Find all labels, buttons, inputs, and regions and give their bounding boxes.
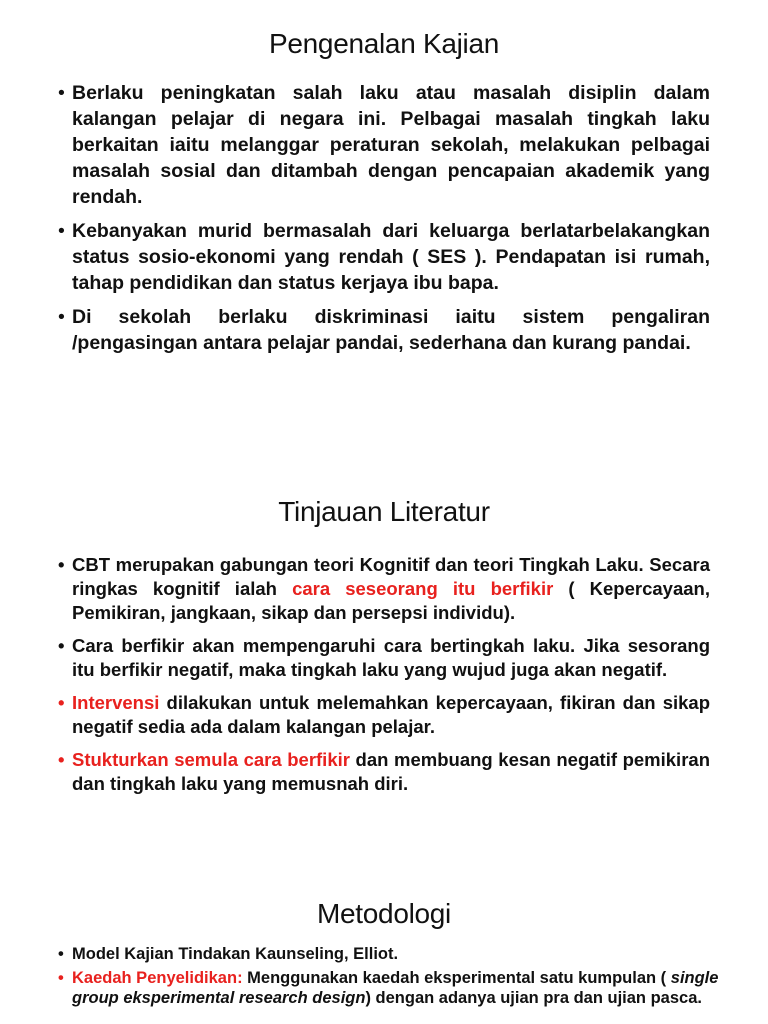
bullet-list xyxy=(0,80,768,356)
bullet-icon: • xyxy=(58,306,65,328)
list-item xyxy=(58,968,728,1008)
highlight-text: cara seseorang itu berfikir xyxy=(292,578,554,599)
highlight-text: Intervensi xyxy=(72,692,160,713)
slide-metodologi xyxy=(0,898,768,1012)
bullet-text: CBT merupakan gabungan teori Kognitif dan teori Tingkah Laku. Secara ringkas kognitif ialah xyxy=(72,554,710,599)
bullet-text: Cara berfikir akan mempengaruhi cara bertingkah laku. Jika sesorang itu berfikir negatif, maka tingkah laku yang wujud juga akan negatif. xyxy=(72,635,710,680)
highlight-text: Kaedah Penyelidikan: xyxy=(72,969,243,987)
slide-tinjauan-literatur xyxy=(0,496,768,805)
bullet-icon: • xyxy=(58,82,65,104)
bullet-text: ( Kepercayaan, Pemikiran, jangkaan, sikap dan persepsi individu). xyxy=(72,578,710,623)
bullet-text: Kebanyakan murid bermasalah dari keluarga berlatarbelakangkan status sosio-ekonomi yang rendah ( SES ). Pendapatan isi rumah, tahap pendidikan dan status kerjaya ibu bapa. xyxy=(72,220,710,294)
bullet-text: dilakukan untuk melemahkan kepercayaan, fikiran dan sikap negatif sedia ada dalam kalangan pelajar. xyxy=(72,692,710,737)
slide-pengenalan-kajian xyxy=(0,28,768,364)
list-item xyxy=(58,634,710,682)
bullet-icon: • xyxy=(58,969,64,987)
bullet-list xyxy=(0,944,768,1008)
highlight-text: Stukturkan semula cara berfikir xyxy=(72,749,350,770)
bullet-icon: • xyxy=(58,220,65,242)
list-item xyxy=(58,748,710,796)
bullet-icon: • xyxy=(58,945,64,963)
slide-title: Metodologi xyxy=(317,898,451,929)
bullet-text: dan membuang kesan negatif pemikiran dan tingkah laku yang memusnah diri. xyxy=(72,749,710,794)
bullet-icon: • xyxy=(58,635,65,656)
italic-text: single group eksperimental research design xyxy=(72,969,719,1007)
slide-title: Pengenalan Kajian xyxy=(269,28,499,59)
bullet-text: Di sekolah berlaku diskriminasi iaitu sistem pengaliran /pengasingan antara pelajar pandai, sederhana dan kurang pandai. xyxy=(72,306,710,354)
list-item xyxy=(58,553,710,625)
slide-title: Tinjauan Literatur xyxy=(278,496,490,527)
bullet-icon: • xyxy=(58,554,65,575)
list-item xyxy=(58,944,728,964)
list-item xyxy=(58,691,710,739)
bullet-icon: • xyxy=(58,749,65,770)
bullet-text: ) dengan adanya ujian pra dan ujian pasca. xyxy=(365,989,702,1007)
bullet-list xyxy=(0,553,768,796)
bullet-text: Berlaku peningkatan salah laku atau masalah disiplin dalam kalangan pelajar di negara ini. Pelbagai masalah tingkah laku berkaitan iaitu melanggar peraturan sekolah, melakukan pelbagai masalah sosial dan ditambah dengan pencapaian akademik yang rendah. xyxy=(72,82,710,208)
bullet-text: Model Kajian Tindakan Kaunseling, Elliot. xyxy=(72,945,399,963)
list-item xyxy=(58,218,710,296)
list-item xyxy=(58,304,710,356)
list-item xyxy=(58,80,710,210)
bullet-text: Menggunakan kaedah eksperimental satu kumpulan ( xyxy=(242,969,671,987)
bullet-icon: • xyxy=(58,692,65,713)
